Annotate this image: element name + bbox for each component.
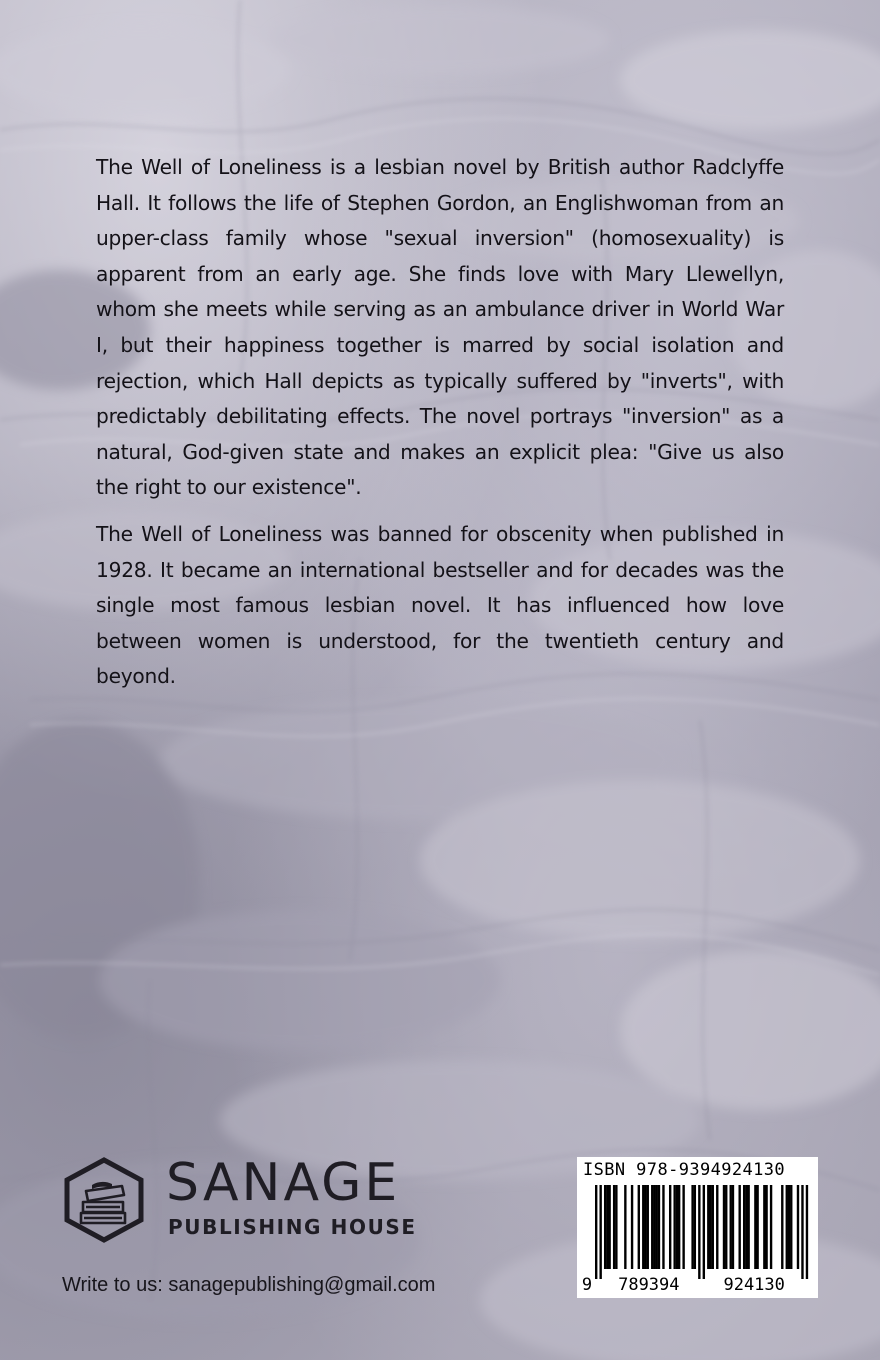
barcode-bar	[747, 1185, 749, 1269]
barcode-bar	[653, 1185, 655, 1269]
barcode-bar	[656, 1185, 658, 1269]
contact-email: Write to us: sanagepublishing@gmail.com	[62, 1274, 436, 1296]
barcode-bar	[694, 1185, 696, 1269]
barcode-bar	[682, 1185, 684, 1269]
barcode-bar	[608, 1185, 610, 1269]
barcode-bar	[797, 1185, 799, 1269]
publisher-name: SANAGE	[166, 1153, 401, 1213]
barcode-bar	[673, 1185, 675, 1269]
barcode-bar	[723, 1185, 725, 1269]
isbn-barcode-box	[577, 1157, 818, 1298]
barcode	[581, 1183, 814, 1295]
barcode-bar	[669, 1185, 671, 1269]
barcode-bar	[801, 1185, 803, 1279]
barcode-bar	[644, 1185, 646, 1269]
barcode-bar	[763, 1185, 765, 1269]
barcode-bar	[606, 1185, 608, 1269]
isbn-number: ISBN 978-9394924130	[583, 1160, 786, 1180]
barcode-bar	[754, 1185, 756, 1269]
barcode-bar	[631, 1185, 633, 1269]
barcode-bar	[658, 1185, 660, 1269]
barcode-bar	[806, 1185, 808, 1279]
barcode-bar	[595, 1185, 597, 1279]
barcode-bar	[790, 1185, 792, 1269]
barcode-bar	[765, 1185, 767, 1269]
barcode-bar	[730, 1185, 732, 1269]
barcode-digits: 9	[581, 1275, 593, 1295]
barcode-bar	[786, 1185, 788, 1269]
books-hexagon-icon	[62, 1157, 146, 1243]
barcode-bar	[642, 1185, 644, 1269]
barcode-bar	[678, 1185, 680, 1269]
barcode-bar	[712, 1185, 714, 1269]
barcode-bar	[604, 1185, 606, 1269]
barcode-bar	[613, 1185, 615, 1269]
book-description	[96, 150, 784, 706]
barcode-bar	[651, 1185, 653, 1269]
barcode-digits: 789394	[618, 1275, 680, 1295]
barcode-digits: 924130	[723, 1275, 785, 1295]
publisher-subtitle: PUBLISHING HOUSE	[168, 1215, 417, 1239]
barcode-bar	[781, 1185, 783, 1269]
barcode-bar	[770, 1185, 772, 1269]
barcode-bar	[756, 1185, 758, 1269]
barcode-bar	[647, 1185, 649, 1269]
barcode-bar	[676, 1185, 678, 1269]
barcode-bar	[738, 1185, 740, 1269]
barcode-bar	[599, 1185, 601, 1279]
barcode-bar	[788, 1185, 790, 1269]
barcode-bar	[732, 1185, 734, 1269]
barcode-bar	[707, 1185, 709, 1269]
barcode-bar	[624, 1185, 626, 1269]
barcode-bar	[691, 1185, 693, 1269]
barcode-bar	[615, 1185, 617, 1269]
publisher-logo	[62, 1155, 432, 1245]
barcode-bar	[725, 1185, 727, 1269]
barcode-bar	[638, 1185, 640, 1269]
barcode-bar	[745, 1185, 747, 1269]
description-paragraph-1: The Well of Loneliness is a lesbian novel by British author Radclyffe Hall. It follows the life of Stephen Gordon, an Englishwoman from an upper-class family whose "sexual inversion" (homosexuality) is apparent from an early age. She finds love with Mary Llewellyn, whom she meets while serving as an ambulance driver in World War I, but their happiness together is marred by social isolation and rejection, which Hall depicts as typically suffered by "inverts", with predictably debilitating effects. The novel portrays "inversion" as a natural, God-given state and makes an explicit plea: "Give us also the right to our existence".	[96, 155, 784, 500]
barcode-bar	[743, 1185, 745, 1269]
barcode-bar	[709, 1185, 711, 1269]
description-paragraph-2: The Well of Loneliness was banned for obscenity when published in 1928. It became an international bestseller and for decades was the single most famous lesbian novel. It has influenced how love between women is understood, for the twentieth century and beyond.	[96, 521, 784, 689]
barcode-bar	[698, 1185, 700, 1279]
barcode-bar	[662, 1185, 664, 1269]
barcode-bar	[716, 1185, 718, 1269]
barcode-bar	[703, 1185, 705, 1279]
